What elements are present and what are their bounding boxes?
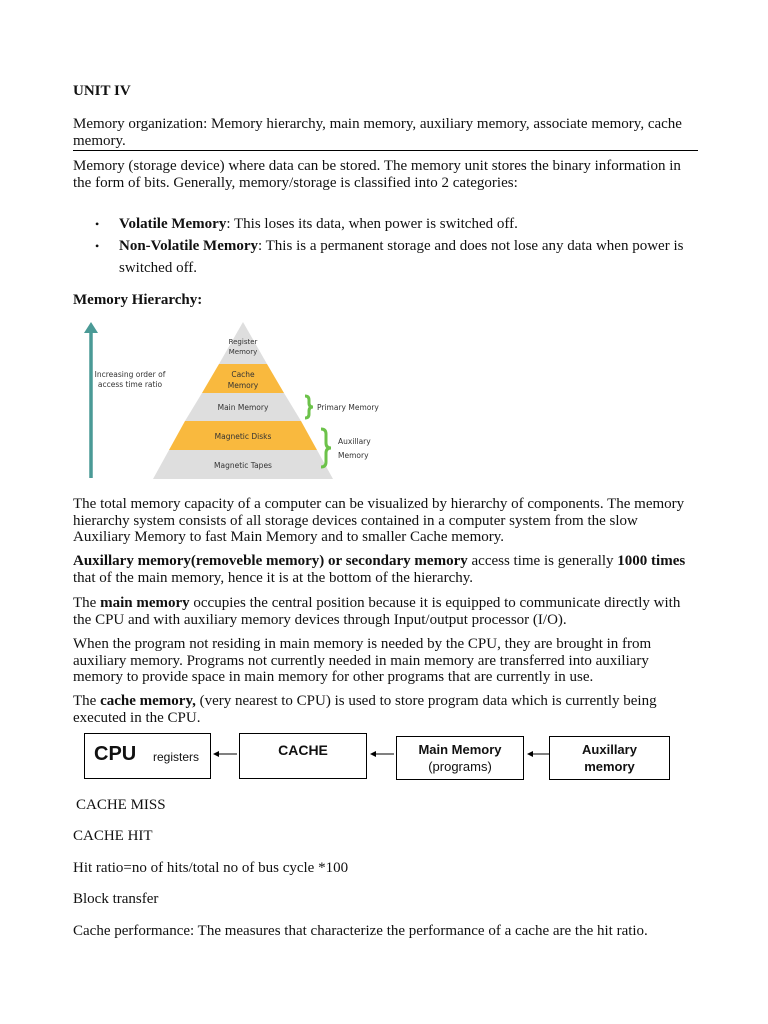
unit-heading: UNIT IV (73, 83, 131, 99)
paragraph-auxiliary (73, 553, 698, 586)
cache-flow-diagram (84, 733, 674, 783)
aux-bold-term: Auxillary memory(removeble memory) or secondary memory (73, 553, 468, 569)
main-memory-label: Main Memory (418, 742, 502, 757)
arrow-main-to-cache-icon (368, 748, 396, 760)
volatile-term: Volatile Memory (119, 216, 227, 232)
level-register-line2: Memory (228, 348, 258, 356)
level-tapes-label: Magnetic Tapes (214, 461, 272, 470)
list-item-volatile (119, 213, 719, 235)
aux-text-2: that of the main memory, hence it is at the bottom of the hierarchy. (73, 569, 474, 586)
paragraph-main-memory (73, 595, 698, 628)
memory-categories-list (73, 213, 719, 279)
cache-hit-line: CACHE HIT (73, 828, 153, 844)
main-text-2: occupies the central position because it is equipped to communicate directly with the CPU and with auxiliary memory devices through Input/output processor (I/O). (73, 595, 681, 628)
cache-box (239, 733, 367, 779)
cache-miss-line: CACHE MISS (76, 797, 166, 813)
auxiliary-label-line1: Auxillary (338, 437, 371, 446)
arrow-aux-to-main-icon (525, 748, 551, 760)
level-disks-label: Magnetic Disks (214, 432, 272, 441)
primary-memory-label: Primary Memory (317, 403, 379, 412)
level-main-label: Main Memory (217, 403, 269, 412)
arrow-label-line1: Increasing order of (94, 370, 166, 379)
main-bold-term: main memory (100, 595, 190, 611)
main-text-1: The (73, 595, 101, 611)
cpu-box (84, 733, 211, 779)
aux-box-line1: Auxillary (582, 742, 637, 757)
nonvolatile-desc: : This is a permanent storage and does not lose any data when power is switched off. (119, 238, 684, 276)
level-register-line1: Register (228, 338, 258, 346)
cpu-label: CPU (94, 743, 137, 765)
hierarchy-title: Memory Hierarchy: (73, 292, 203, 308)
aux-text-1: access time is generally (467, 553, 618, 569)
primary-brace-icon (305, 396, 313, 418)
level-cache-line2: Memory (227, 381, 259, 390)
level-cache-line1: Cache (231, 370, 255, 379)
intro-paragraph: Memory (storage device) where data can be stored. The memory unit stores the binary information in the form of bits. Generally, memory/storage is classified into 2 categories: (73, 158, 681, 191)
arrow-cache-to-cpu-icon (211, 748, 239, 760)
topics-line: Memory organization: Memory hierarchy, main memory, auxiliary memory, associate memory, cache memory. (73, 116, 698, 151)
paragraph-program-transfer: When the program not residing in main memory is needed by the CPU, they are brought in from auxiliary memory. Programs not currently needed in main memory are transferred into auxiliary memory to provide space in main memory for other programs that are currently in use. (73, 636, 652, 685)
aux-box-line2: memory (584, 759, 635, 774)
cache-text-1: The (73, 693, 101, 709)
nonvolatile-term: Non-Volatile Memory (119, 238, 258, 254)
auxiliary-memory-box (549, 736, 670, 780)
cache-bold-term: cache memory, (100, 693, 196, 709)
access-time-arrow (84, 322, 98, 478)
aux-bold-times: 1000 times (617, 553, 686, 569)
memory-hierarchy-figure (83, 318, 393, 486)
cache-text-2: (very nearest to CPU) is used to store program data which is currently being executed in the CPU. (73, 693, 657, 726)
main-memory-box (396, 736, 524, 780)
cache-label: CACHE (278, 742, 328, 758)
arrow-label-line2: access time ratio (97, 380, 163, 389)
registers-label: registers (153, 750, 200, 764)
auxiliary-label-line2: Memory (338, 451, 369, 460)
paragraph-hierarchy-system: The total memory capacity of a computer can be visualized by hierarchy of components. The memory hierarchy system consists of all storage devices contained in a computer system from the slow Auxiliary Memory to fast Main Memory and to smaller Cache memory. (73, 496, 685, 545)
block-transfer-line: Block transfer (73, 891, 159, 907)
programs-label: (programs) (428, 759, 492, 774)
list-item-nonvolatile (119, 235, 719, 279)
paragraph-cache-memory (73, 693, 698, 726)
cache-performance-line: Cache performance: The measures that characterize the performance of a cache are the hit ratio. (73, 923, 648, 939)
volatile-desc: : This loses its data, when power is switched off. (226, 216, 518, 232)
hit-ratio-line: Hit ratio=no of hits/total no of bus cycle *100 (73, 860, 349, 876)
